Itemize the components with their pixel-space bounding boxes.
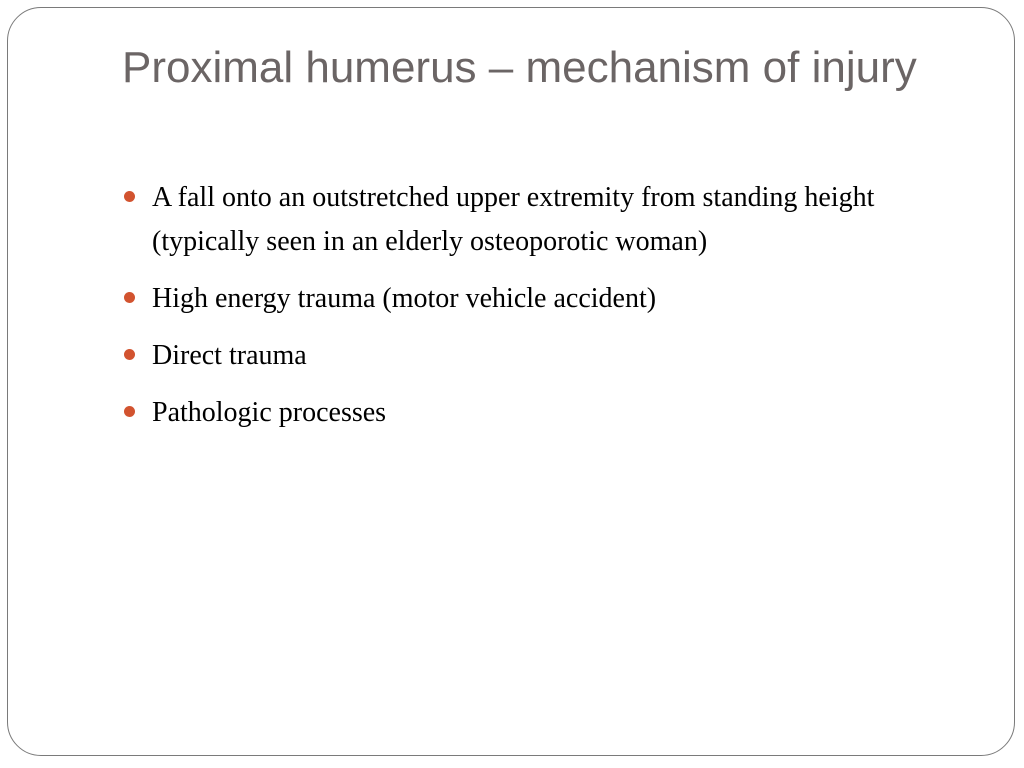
bullet-dot-icon: [124, 191, 135, 202]
bullet-text: A fall onto an outstretched upper extremity from standing height (typically seen in an elderly osteoporotic woman): [152, 182, 875, 257]
bullet-text: Pathologic processes: [152, 397, 387, 428]
bullet-text: High energy trauma (motor vehicle accident): [152, 283, 657, 314]
bullet-text: Direct trauma: [152, 340, 307, 371]
bullet-list: [122, 176, 942, 448]
bullet-item: [122, 334, 942, 378]
slide-frame: [7, 7, 1015, 756]
bullet-dot-icon: [124, 292, 135, 303]
slide-title: Proximal humerus – mechanism of injury: [122, 43, 917, 92]
bullet-item: [122, 277, 942, 321]
bullet-item: [122, 176, 942, 264]
bullet-dot-icon: [124, 349, 135, 360]
bullet-dot-icon: [124, 406, 135, 417]
bullet-item: [122, 391, 942, 435]
